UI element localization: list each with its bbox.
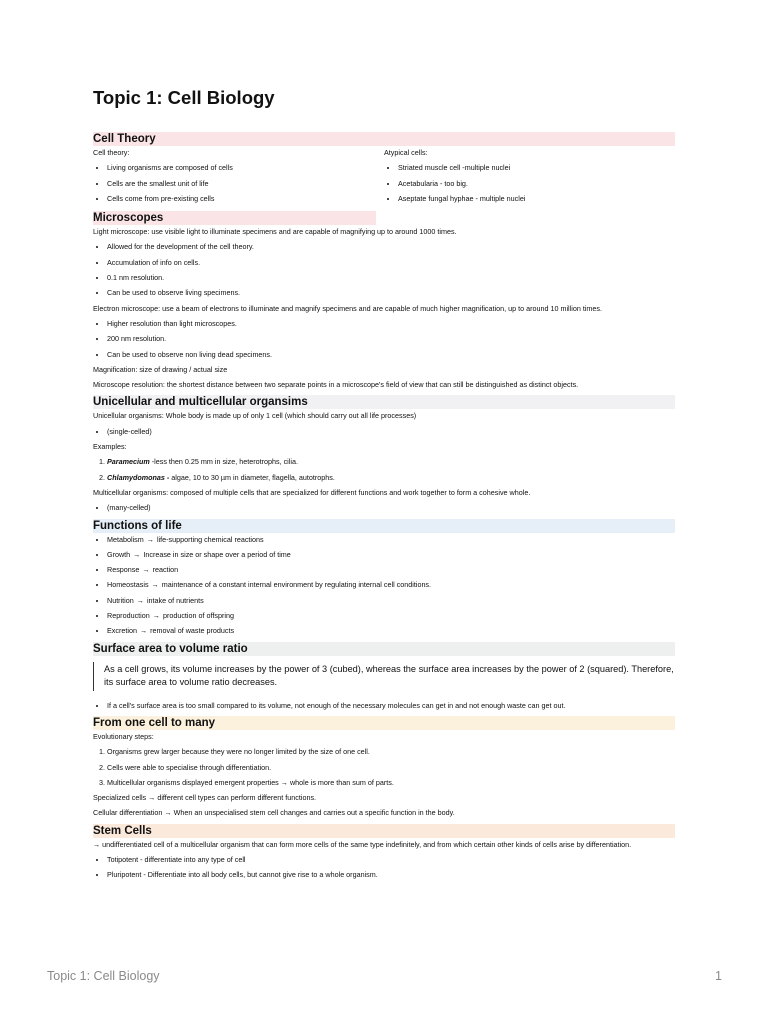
cell-theory-list (93, 163, 384, 203)
function-desc: intake of nutrients (146, 595, 204, 605)
list-item: • Totipotent - differentiate into any type of cell (107, 855, 675, 864)
examples-list (93, 457, 675, 481)
section-heading-microscopes: Microscopes (93, 211, 376, 225)
list-item: • Higher resolution than light microscopes. (107, 319, 675, 328)
examples-label: Examples: (93, 442, 127, 452)
evolutionary-steps-label: Evolutionary steps: (93, 731, 154, 741)
list-item: • (single-celled) (107, 427, 675, 436)
list-item: 2. Cells were able to specialise through differentiation. (107, 763, 675, 772)
list-item (107, 626, 675, 635)
functions-list (93, 535, 675, 636)
list-item: • Striated muscle cell -multiple nuclei (398, 163, 675, 172)
list-item: • Can be used to observe living specimens. (107, 288, 675, 297)
function-term: Nutrition (107, 595, 134, 605)
list-item: • 200 nm resolution. (107, 334, 675, 343)
list-item (107, 473, 675, 482)
function-term: Reproduction (107, 611, 150, 621)
function-term: Growth (107, 549, 131, 559)
multicellular-list (93, 503, 675, 512)
section-heading-functions: Functions of life (93, 519, 675, 533)
function-desc: life-supporting chemical reactions (156, 534, 264, 544)
atypical-cells-right (384, 148, 675, 209)
arrow-icon: → (142, 565, 150, 575)
arrow-icon: → (139, 626, 148, 636)
page-title: Topic 1: Cell Biology (93, 87, 275, 108)
evolutionary-steps-list (93, 747, 675, 787)
cell-theory-left (93, 148, 384, 209)
atypical-cells-list (384, 163, 675, 203)
arrow-icon: → (152, 611, 160, 621)
light-microscope-list (93, 242, 675, 297)
function-term: Metabolism (107, 534, 144, 544)
multicellular-text: Multicellular organisms: composed of multiple cells that are specialized for different functions and work together to form a cohesive whole. (93, 487, 531, 497)
list-item: • Acetabularia - too big. (398, 179, 675, 188)
section-heading-stem-cells: Stem Cells (93, 824, 675, 838)
resolution-text: Microscope resolution: the shortest distance between two separate points in a microscope's field of view that can still be distinguished as distinct objects. (93, 380, 579, 390)
example-desc: algae, 10 to 30 µm in diameter, flagella, autotrophs. (169, 472, 335, 482)
footer-title: Topic 1: Cell Biology (47, 969, 160, 983)
document-page (93, 86, 675, 886)
light-microscope-text: Light microscope: use visible light to illuminate specimens and are capable of magnifying up to around 1000 times. (93, 227, 457, 237)
arrow-icon: → (151, 580, 159, 590)
list-item: • If a cell's surface area is too small compared to its volume, not enough of the necessary molecules can get in and not enough waste can get out. (107, 701, 675, 710)
list-item: • Living organisms are composed of cells (107, 163, 384, 172)
arrow-icon: → (133, 549, 141, 559)
section-heading-unicellular: Unicellular and multicellular organsims (93, 395, 675, 409)
function-desc: removal of waste products (150, 626, 235, 636)
list-item: • 0.1 nm resolution. (107, 273, 675, 282)
cell-theory-columns (93, 148, 675, 209)
list-item: 3. Multicellular organisms displayed emergent properties → whole is more than sum of parts. (107, 778, 675, 787)
example-name: Chlamydomonas - (107, 472, 170, 482)
list-item: • Pluripotent - Differentiate into all body cells, but cannot give rise to a whole organism. (107, 870, 675, 879)
differentiation-text: Cellular differentiation → When an unspecialised stem cell changes and carries out a specific function in the body. (93, 808, 455, 818)
function-term: Response (107, 565, 140, 575)
list-item: • Cells are the smallest unit of life (107, 179, 384, 188)
stem-cells-definition: → undifferentiated cell of a multicellular organism that can form more cells of the same type indefinitely, and from which certain other kinds of cells arise by differentiation. (93, 839, 632, 849)
function-term: Excretion (107, 626, 137, 636)
function-term: Homeostasis (107, 580, 149, 590)
list-item: • Allowed for the development of the cell theory. (107, 242, 675, 251)
arrow-icon: → (146, 534, 154, 544)
list-item (107, 596, 675, 605)
list-item: • (many-celled) (107, 503, 675, 512)
function-desc: reaction (152, 565, 179, 575)
function-desc: maintenance of a constant internal environment by regulating internal cell conditions. (161, 580, 432, 590)
specialized-cells-text: Specialized cells → different cell types can perform different functions. (93, 793, 317, 803)
arrow-icon: → (136, 595, 144, 605)
unicellular-list (93, 427, 675, 436)
list-item (107, 611, 675, 620)
example-name: Paramecium (107, 457, 150, 467)
sa-volume-list (93, 701, 675, 710)
list-item (107, 457, 675, 466)
list-item (107, 580, 675, 589)
list-item: • Can be used to observe non living dead specimens. (107, 350, 675, 359)
section-heading-one-to-many: From one cell to many (93, 716, 675, 730)
sa-volume-quote: As a cell grows, its volume increases by the power of 3 (cubed), whereas the surface area increases by the power of 2 (squared). Therefore, its surface area to volume ratio decreases. (93, 662, 675, 691)
page-number: 1 (715, 969, 722, 983)
list-item: 1. Organisms grew larger because they were no longer limited by the size of one cell. (107, 747, 675, 756)
list-item (107, 550, 675, 559)
stem-cells-list (93, 855, 675, 879)
unicellular-text: Unicellular organisms: Whole body is made up of only 1 cell (which should carry out all life processes) (93, 411, 417, 421)
example-desc: -less then 0.25 mm in size, heterotrophs, cilia. (149, 457, 298, 467)
electron-microscope-text: Electron microscope: use a beam of electrons to illuminate and magnify specimens and are capable of much higher magnification, up to around 10 million times. (93, 303, 602, 313)
atypical-cells-intro: Atypical cells: (384, 148, 428, 157)
section-heading-cell-theory: Cell Theory (93, 132, 675, 146)
cell-theory-intro: Cell theory: (93, 148, 130, 157)
function-desc: Increase in size or shape over a period of time (143, 549, 291, 559)
list-item: • Accumulation of info on cells. (107, 258, 675, 267)
electron-microscope-list (93, 319, 675, 359)
section-heading-sa-volume: Surface area to volume ratio (93, 642, 675, 656)
function-desc: production of offspring (162, 611, 234, 621)
magnification-text: Magnification: size of drawing / actual size (93, 364, 228, 374)
list-item (107, 565, 675, 574)
list-item: • Aseptate fungal hyphae - multiple nuclei (398, 194, 675, 203)
list-item: • Cells come from pre-existing cells (107, 194, 384, 203)
list-item (107, 535, 675, 544)
